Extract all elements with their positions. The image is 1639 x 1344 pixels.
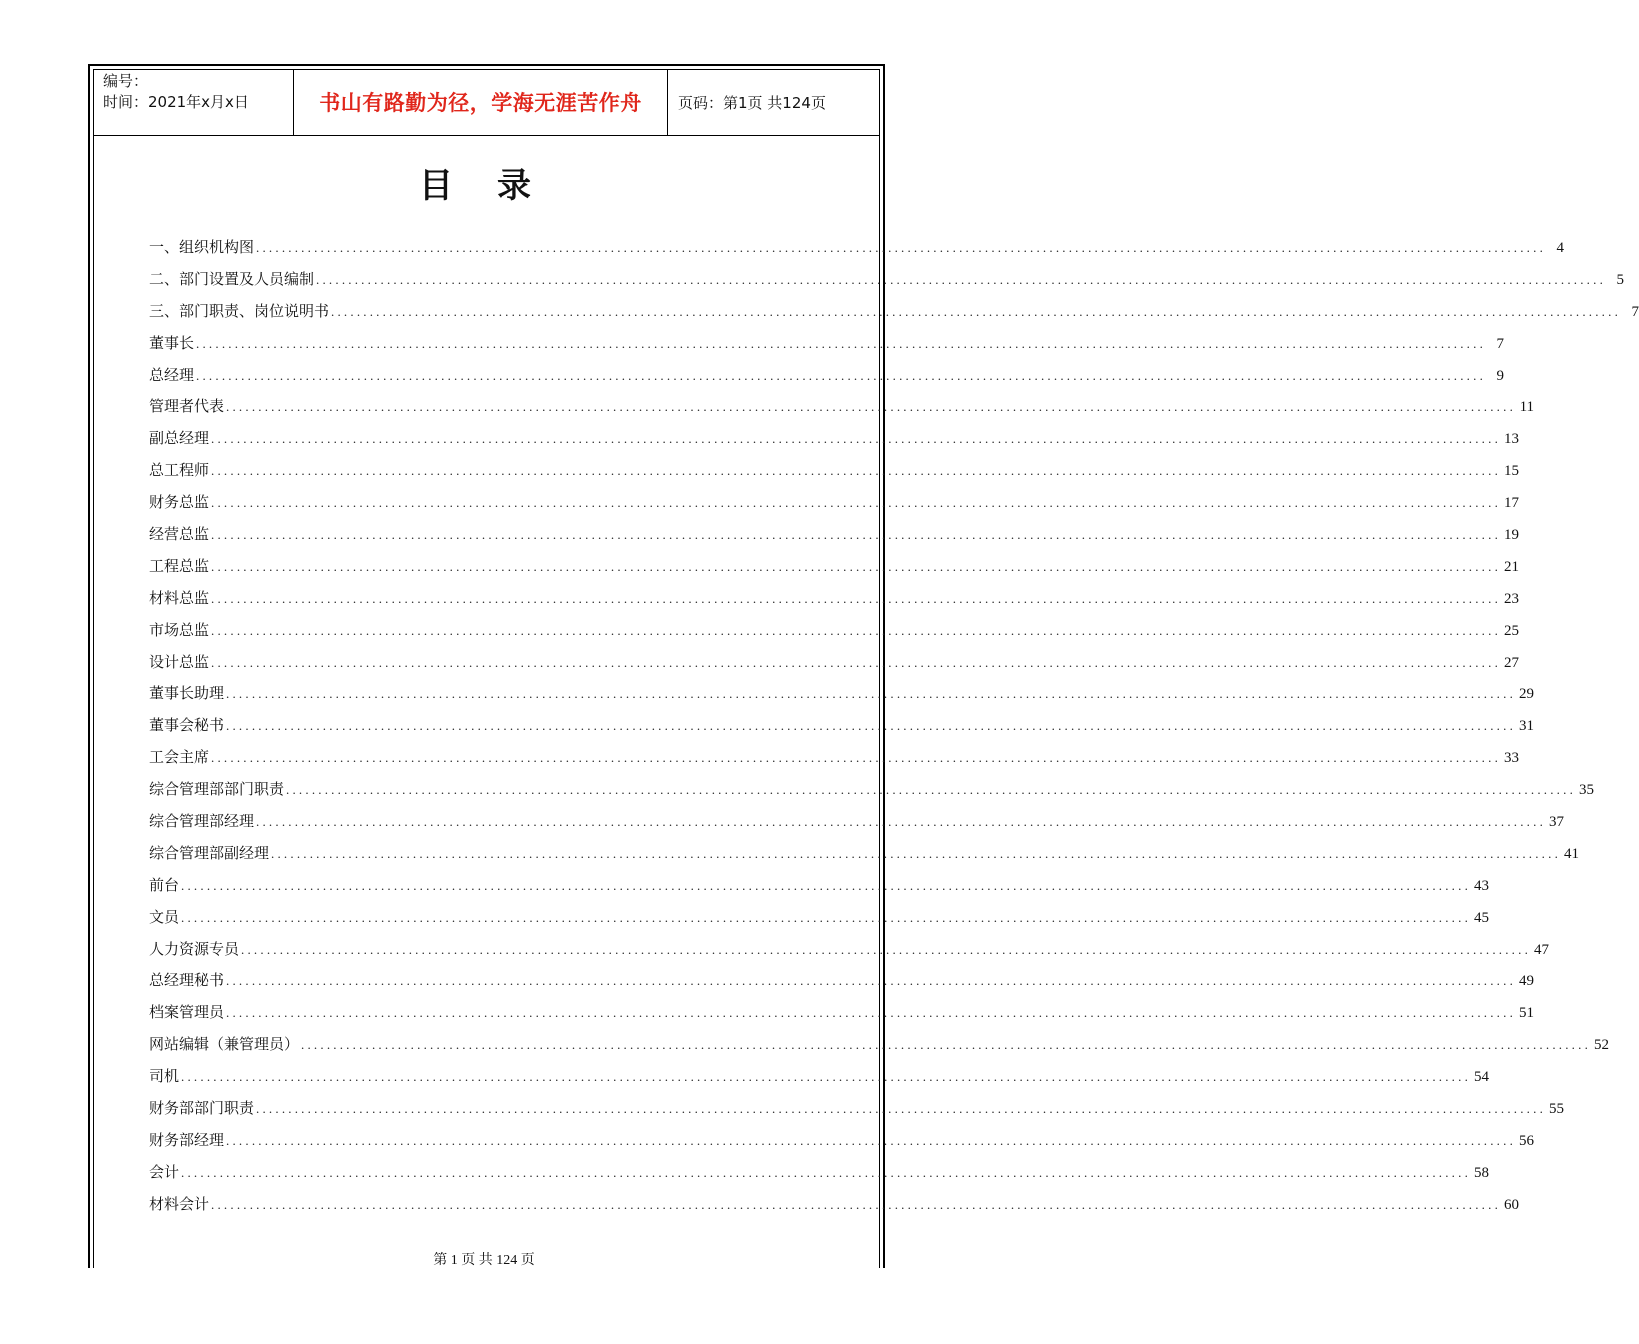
toc-entry-label: 工程总监 [149,556,210,575]
toc-entry-label: 总工程师 [149,461,210,480]
toc-entry-label: 财务部经理 [149,1130,225,1149]
toc-leader-dots: ........................................................................................................................................................................................................ [226,1005,1517,1021]
toc-entry[interactable] [149,587,1520,619]
toc-leader-dots: ........................................................................................................................................................................................................ [226,399,1517,415]
toc-entry-page: 15 [1504,463,1520,480]
toc-entry[interactable] [149,1129,1535,1161]
toc-entry[interactable] [149,491,1520,523]
document-header [93,69,880,136]
toc-entry-label: 会计 [149,1162,180,1181]
toc-entry-page: 13 [1504,431,1520,448]
toc-entry[interactable] [149,1161,1490,1193]
toc-entry[interactable] [149,874,1490,906]
toc-entry[interactable] [149,523,1520,555]
toc-entry[interactable] [149,682,1535,714]
page-footer: 第 1 页 共 124 页 [433,1253,535,1268]
toc-entry-label: 财务总监 [149,493,210,512]
toc-entry-label: 三、部门职责、岗位说明书 [149,301,330,320]
toc-leader-dots: ........................................................................................................................................................................................................ [181,877,1472,893]
toc-leader-dots: ........................................................................................................................................................................................................ [301,1037,1592,1053]
toc-entry[interactable] [149,1097,1565,1129]
toc-entry[interactable] [149,714,1535,746]
toc-entry[interactable] [149,619,1520,651]
toc-entry-label: 网站编辑（兼管理员） [149,1035,300,1054]
toc-entry-page: 49 [1519,973,1535,990]
toc-leader-dots: ........................................................................................................................................................................................................ [181,1069,1472,1085]
toc-entry[interactable] [149,395,1535,427]
toc-entry-page: 37 [1549,814,1565,831]
toc-leader-dots: ........................................................................................................................................................................................................ [256,814,1547,830]
toc-leader-dots: ........................................................................................................................................................................................................ [226,686,1517,702]
toc-entry-label: 一、组织机构图 [149,238,255,256]
header-page-number: 页码：第1页 共124页 [678,93,826,112]
toc-entry-label: 综合管理部经理 [149,812,255,831]
toc-entry-label: 综合管理部部门职责 [149,780,285,799]
toc-leader-dots: ........................................................................................................................................................................................................ [181,1164,1472,1180]
toc-entry[interactable] [149,236,1565,268]
toc-entry[interactable] [149,842,1580,874]
toc-entry-page: 56 [1519,1132,1535,1149]
toc-entry-page: 51 [1519,1005,1535,1022]
toc-entry-label: 董事会秘书 [149,716,225,735]
toc-entry[interactable] [149,1065,1490,1097]
toc-entry-page: 25 [1504,622,1520,639]
toc-entry[interactable] [149,1193,1520,1225]
toc-entry-label: 设计总监 [149,652,210,671]
toc-entry-label: 二、部门设置及人员编制 [149,269,315,288]
toc-entry[interactable] [149,810,1565,842]
toc-entry-page: 41 [1564,845,1580,862]
toc-entry-page: 31 [1519,718,1535,735]
toc-entry[interactable] [149,1033,1610,1065]
toc-entry[interactable] [149,459,1520,491]
toc-leader-dots: ........................................................................................................................................................................................................ [211,558,1502,574]
page-title: 目录 [419,166,575,206]
toc-entry-label: 档案管理员 [149,1003,225,1022]
header-motto: 书山有路勤为径，学海无涯苦作舟 [294,69,668,135]
toc-entry-page: 52 [1594,1037,1610,1054]
toc-entry-label: 市场总监 [149,620,210,639]
toc-entry-page: 7 [1496,335,1505,352]
toc-leader-dots: ........................................................................................................................................................................................................ [331,303,1622,319]
toc-entry[interactable] [149,906,1490,938]
toc-entry-label: 综合管理部副经理 [149,843,270,862]
toc-entry[interactable] [149,969,1535,1001]
toc-entry-page: 29 [1519,686,1535,703]
toc-leader-dots: ........................................................................................................................................................................................................ [211,463,1502,479]
toc-leader-dots: ........................................................................................................................................................................................................ [226,718,1517,734]
toc-entry-page: 35 [1579,782,1595,799]
toc-leader-dots: ........................................................................................................................................................................................................ [211,431,1502,447]
toc-entry-label: 文员 [149,907,180,926]
toc-entry[interactable] [149,300,1639,332]
toc-entry-label: 总经理秘书 [149,971,225,990]
header-number: 编号： [103,72,149,90]
toc-leader-dots: ........................................................................................................................................................................................................ [316,271,1607,287]
toc-entry-page: 4 [1556,240,1565,256]
toc-entry-page: 7 [1631,303,1639,320]
toc-entry-page: 47 [1534,941,1550,958]
toc-entry-label: 副总经理 [149,429,210,448]
toc-leader-dots: ........................................................................................................................................................................................................ [271,845,1562,861]
toc-leader-dots: ........................................................................................................................................................................................................ [211,1196,1502,1212]
toc-entry-label: 董事长助理 [149,684,225,703]
toc-leader-dots: ........................................................................................................................................................................................................ [211,654,1502,670]
toc-entry[interactable] [149,332,1505,364]
table-of-contents [149,236,1639,1225]
toc-leader-dots: ........................................................................................................................................................................................................ [181,909,1472,925]
toc-entry-label: 经营总监 [149,525,210,544]
toc-leader-dots: ........................................................................................................................................................................................................ [211,622,1502,638]
toc-entry-page: 19 [1504,527,1520,544]
toc-entry-label: 董事长 [149,333,195,352]
toc-entry-label: 人力资源专员 [149,939,240,958]
toc-entry-label: 管理者代表 [149,397,225,416]
toc-entry-page: 5 [1616,271,1625,288]
toc-entry-page: 33 [1504,750,1520,767]
toc-entry-page: 17 [1504,495,1520,512]
toc-leader-dots: ........................................................................................................................................................................................................ [226,1132,1517,1148]
toc-entry[interactable] [149,778,1595,810]
toc-leader-dots: ........................................................................................................................................................................................................ [226,973,1517,989]
toc-entry-label: 材料会计 [149,1194,210,1213]
toc-entry-page: 55 [1549,1101,1565,1118]
toc-entry-label: 财务部部门职责 [149,1099,255,1118]
toc-entry[interactable] [149,746,1520,778]
toc-entry-label: 总经理 [149,365,195,384]
toc-leader-dots: ........................................................................................................................................................................................................ [211,527,1502,543]
toc-entry[interactable] [149,1001,1535,1033]
toc-entry[interactable] [149,651,1520,683]
toc-entry[interactable] [149,364,1505,396]
toc-entry-page: 11 [1519,399,1535,416]
toc-entry[interactable] [149,268,1625,300]
toc-leader-dots: ........................................................................................................................................................................................................ [211,590,1502,606]
toc-entry-label: 材料总监 [149,588,210,607]
toc-leader-dots: ........................................................................................................................................................................................................ [196,335,1487,351]
header-time: 时间：2021年x月x日 [103,93,249,111]
toc-leader-dots: ........................................................................................................................................................................................................ [211,495,1502,511]
toc-entry-page: 23 [1504,590,1520,607]
toc-entry-page: 27 [1504,654,1520,671]
toc-entry-page: 60 [1504,1196,1520,1213]
toc-entry-label: 前台 [149,875,180,894]
toc-leader-dots: ........................................................................................................................................................................................................ [196,367,1487,383]
toc-entry-page: 21 [1504,558,1520,575]
toc-entry-label: 工会主席 [149,748,210,767]
toc-leader-dots: ........................................................................................................................................................................................................ [241,941,1532,957]
header-info-cell [93,69,294,135]
toc-leader-dots: ........................................................................................................................................................................................................ [286,782,1577,798]
toc-leader-dots: ........................................................................................................................................................................................................ [256,1101,1547,1117]
toc-entry-page: 43 [1474,877,1490,894]
toc-leader-dots: ........................................................................................................................................................................................................ [256,240,1547,255]
toc-entry-label: 司机 [149,1067,180,1086]
toc-entry[interactable] [149,427,1520,459]
toc-entry-page: 54 [1474,1069,1490,1086]
toc-entry[interactable] [149,555,1520,587]
toc-entry-page: 45 [1474,909,1490,926]
toc-entry[interactable] [149,938,1550,970]
toc-entry-page: 9 [1496,367,1505,384]
toc-leader-dots: ........................................................................................................................................................................................................ [211,750,1502,766]
toc-entry-page: 58 [1474,1164,1490,1181]
